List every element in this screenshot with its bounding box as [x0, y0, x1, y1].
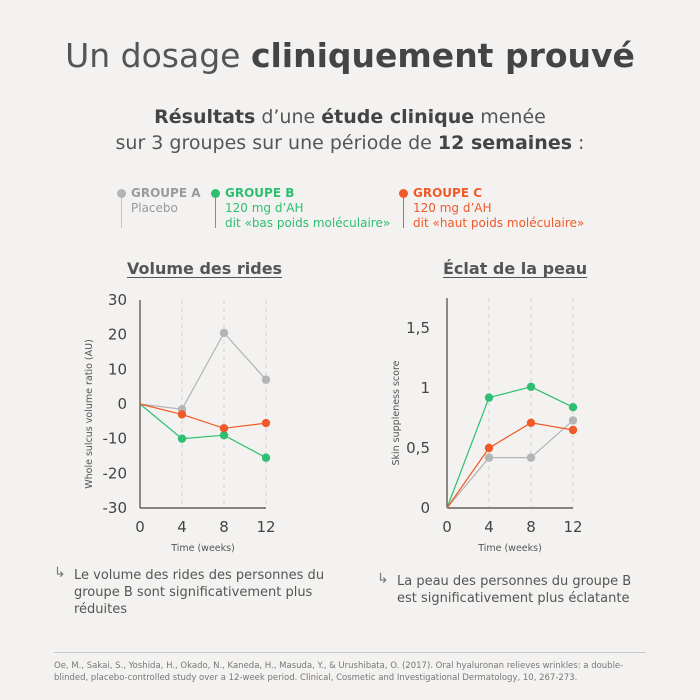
- legend-group-b-name: GROUPE B: [225, 186, 295, 200]
- caption-line: Le volume des rides des personnes du: [74, 568, 325, 583]
- data-point: [527, 383, 535, 391]
- data-point: [220, 424, 228, 432]
- data-point: [569, 403, 577, 411]
- reference-citation: Oe, M., Sakai, S., Yoshida, H., Okado, N., Kaneda, H., Masuda, Y., & Urushibata, O. (2017). Oral hyaluronan relieves wrinkles: a double-blinded, placebo-controlled study over a 12-week period. Clinical, Cosmetic and Investigational Dermatology, 10, 267-273.: [54, 661, 624, 683]
- x-tick-label: 8: [219, 518, 229, 536]
- data-point: [262, 454, 270, 462]
- x-tick-label: 8: [526, 518, 536, 536]
- chart-title-radiance: Éclat de la peau: [443, 259, 588, 278]
- x-axis-label: Time (weeks): [171, 543, 235, 554]
- caption-line: groupe B sont significativement plus: [74, 585, 313, 600]
- caption-wrinkles: [54, 565, 325, 618]
- data-point: [262, 376, 270, 384]
- data-point: [178, 410, 186, 418]
- caption-line: La peau des personnes du groupe B: [397, 574, 632, 589]
- data-point: [569, 426, 577, 434]
- return-arrow-icon: ↳: [54, 565, 66, 581]
- y-tick-label: -30: [102, 499, 127, 517]
- y-axis-label: Whole sulcus volume ratio (AU): [84, 339, 95, 489]
- y-tick-label: 1: [420, 379, 430, 397]
- y-tick-label: 0: [117, 395, 127, 413]
- divider: [54, 652, 646, 653]
- legend-group-a-name: GROUPE A: [131, 186, 201, 200]
- data-point: [527, 419, 535, 427]
- page-subtitle: Résultats d’une étude clinique menée sur 3 groupes sur une période de 12 semaines :: [115, 106, 585, 154]
- data-point: [485, 453, 493, 461]
- y-axis-label: Skin suppleness score: [391, 360, 402, 466]
- y-tick-label: 0: [420, 499, 430, 517]
- series-line: [140, 404, 266, 458]
- y-tick-label: 30: [107, 291, 127, 309]
- series-line: [140, 404, 266, 428]
- x-tick-label: 0: [135, 518, 145, 536]
- data-point: [527, 453, 535, 461]
- legend-group-c-line: dit «haut poids moléculaire»: [413, 216, 585, 230]
- caption-line: réduites: [74, 602, 128, 617]
- data-point: [178, 434, 186, 442]
- legend-group-b-line: 120 mg d’AH: [225, 201, 304, 215]
- y-tick-label: -10: [102, 429, 127, 448]
- legend-group-c-line: 120 mg d’AH: [413, 201, 492, 215]
- x-tick-label: 4: [177, 518, 187, 536]
- data-point: [569, 416, 577, 424]
- series-line: [140, 333, 266, 409]
- y-tick-label: 0,5: [406, 439, 430, 457]
- x-tick-label: 4: [484, 518, 494, 536]
- x-tick-label: 0: [442, 518, 452, 536]
- series-line: [447, 420, 573, 508]
- y-tick-label: 1,5: [406, 319, 430, 337]
- y-tick-label: 20: [107, 325, 127, 344]
- series-line: [447, 423, 573, 508]
- x-axis-label: Time (weeks): [478, 543, 542, 554]
- caption-radiance: [377, 571, 632, 607]
- y-tick-label: 10: [107, 360, 127, 379]
- legend-group-b-line: dit «bas poids moléculaire»: [225, 216, 391, 230]
- data-point: [220, 329, 228, 337]
- x-tick-label: 12: [563, 518, 583, 536]
- series-line: [447, 387, 573, 508]
- data-point: [485, 444, 493, 452]
- data-point: [485, 393, 493, 401]
- y-tick-label: -20: [102, 464, 127, 483]
- page-title: Un dosage cliniquement prouvé: [65, 36, 635, 75]
- chart-title-wrinkles: Volume des rides: [127, 259, 283, 278]
- data-point: [262, 419, 270, 427]
- return-arrow-icon: ↳: [377, 571, 389, 587]
- legend-group-a-line: Placebo: [131, 201, 178, 215]
- legend-group-c-name: GROUPE C: [413, 186, 483, 200]
- x-tick-label: 12: [256, 518, 276, 536]
- caption-line: est significativement plus éclatante: [397, 591, 630, 606]
